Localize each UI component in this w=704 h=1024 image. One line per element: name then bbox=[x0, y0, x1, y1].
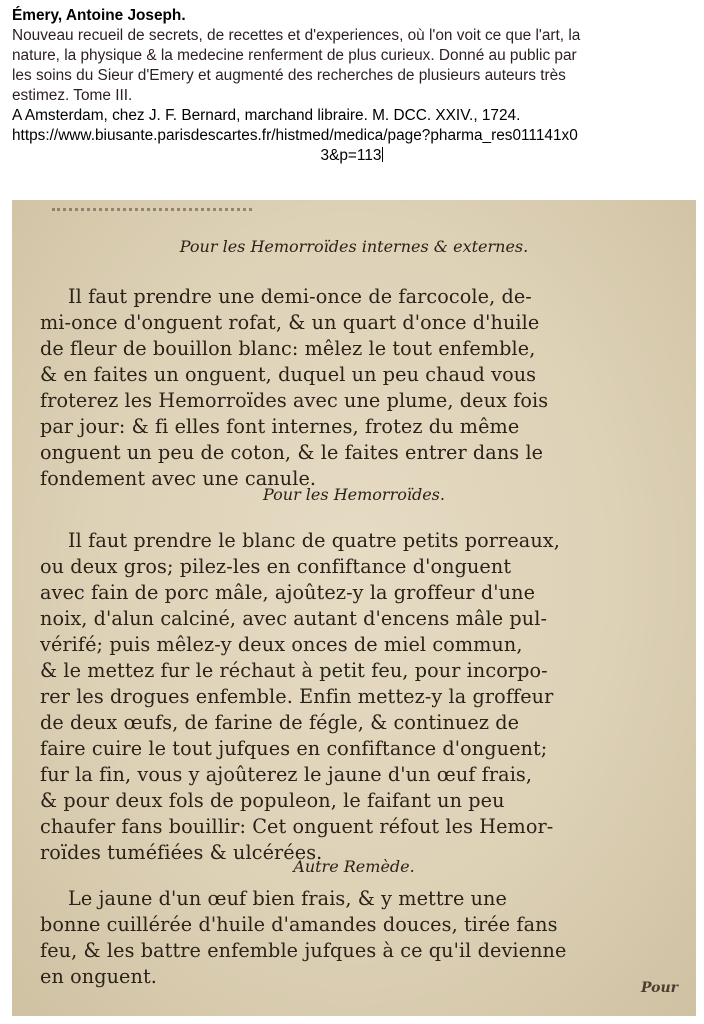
citation-title-line: les soins du Sieur d'Emery et augmenté des recherches de plusieurs auteurs très bbox=[12, 67, 566, 84]
citation-imprint: A Amsterdam, chez J. F. Bernard, marchand libraire. M. DCC. XXIV., 1724. bbox=[12, 107, 521, 124]
paragraph-line: bonne cuillérée d'huile d'amandes douces, tirée fans bbox=[40, 913, 558, 936]
paragraph-line: roïdes tuméfiées & ulcérées. bbox=[40, 841, 323, 864]
catchword: Pour bbox=[640, 980, 678, 996]
paragraph-line: & le mettez fur le réchaut à petit feu, pour incorpo- bbox=[40, 659, 548, 682]
paragraph-line: de deux œufs, de farine de fégle, & continuez de bbox=[40, 711, 520, 734]
paragraph-line: feu, & les battre enfemble jufques à ce qu'il devienne bbox=[40, 939, 567, 962]
scanned-page-image bbox=[12, 200, 696, 1016]
citation-title-line: estimez. Tome III. bbox=[12, 87, 133, 104]
citation-url-line2 bbox=[12, 146, 692, 166]
paragraph-line: fur la fin, vous y ajoûterez le jaune d'un œuf frais, bbox=[40, 763, 533, 786]
paragraph-line: faire cuire le tout jufques en confiftance d'onguent; bbox=[40, 737, 548, 760]
paragraph-line: rer les drogues enfemble. Enfin mettez-y la groffeur bbox=[40, 685, 554, 708]
paragraph-line: Il faut prendre une demi-once de farcocole, de- bbox=[68, 285, 532, 308]
paragraph-line: en onguent. bbox=[40, 965, 157, 988]
citation-url-line1: https://www.biusante.parisdescartes.fr/histmed/medica/page?pharma_res011141x0 bbox=[12, 127, 578, 144]
paragraph-line: fondement avec une canule. bbox=[40, 467, 317, 490]
paragraph-line: chaufer fans bouillir: Cet onguent réfout les Hemor- bbox=[40, 815, 554, 838]
paragraph-line: Le jaune d'un œuf bien frais, & y mettre une bbox=[68, 887, 507, 910]
paragraph-line: mi-once d'onguent rofat, & un quart d'once d'huile bbox=[40, 311, 540, 334]
paragraph-line: de fleur de bouillon blanc: mêlez le tout enfemble, bbox=[40, 337, 536, 360]
citation-title-line: Nouveau recueil de secrets, de recettes et d'experiences, où l'on voit ce que l'art, la bbox=[12, 27, 581, 44]
citation-title-line: nature, la physique & la medecine renferment de plus curieux. Donné au public par bbox=[12, 47, 577, 64]
citation-block bbox=[0, 0, 704, 196]
paragraph-line: Il faut prendre le blanc de quatre petits porreaux, bbox=[68, 529, 560, 552]
text-cursor bbox=[382, 147, 383, 162]
paragraph-line: vérifé; puis mêlez-y deux onces de miel commun, bbox=[40, 633, 523, 656]
paragraph-line: & en faites un onguent, duquel un peu chaud vous bbox=[40, 363, 537, 386]
paragraph-line: onguent un peu de coton, & le faites entrer dans le bbox=[40, 441, 544, 464]
paragraph-line: froterez les Hemorroïdes avec une plume, deux fois bbox=[40, 389, 549, 412]
citation-url-tail: 3&p=113 bbox=[320, 147, 382, 164]
paragraph-line: avec fain de porc mâle, ajoûtez-y la groffeur d'une bbox=[40, 581, 536, 604]
citation-author: Émery, Antoine Joseph. bbox=[12, 7, 186, 24]
paragraph-line: noix, d'alun calciné, avec autant d'encens mâle pul- bbox=[40, 607, 548, 630]
book-page bbox=[12, 200, 696, 1016]
paragraph-line: ou deux gros; pilez-les en confiftance d'onguent bbox=[40, 555, 512, 578]
paragraph-line: par jour: & fi elles font internes, frotez du même bbox=[40, 415, 520, 438]
section-heading-hemorrhoids: Pour les Hemorroïdes. bbox=[263, 485, 445, 504]
section-heading-internal-external: Pour les Hemorroïdes internes & externes. bbox=[179, 237, 529, 256]
paragraph-line: & pour deux fols de populeon, le faifant un peu bbox=[40, 789, 505, 812]
section-heading-other-remedy: Autre Remède. bbox=[293, 857, 415, 876]
